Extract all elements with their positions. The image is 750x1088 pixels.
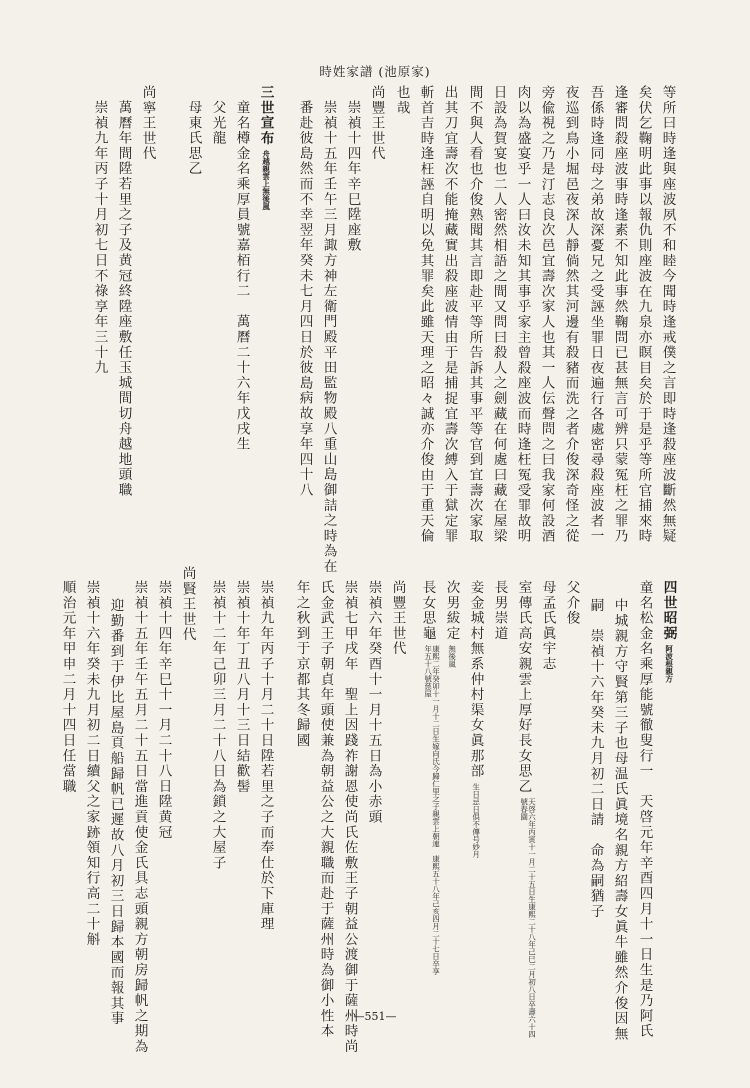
text-column [60,580,74,794]
text-column [588,598,602,919]
column-text: 崇禎十五年壬午三月諏方神左衛門殿平田監物殿八重山島御詰之時為在 [320,100,337,575]
text-column [612,85,626,544]
text-column [210,580,224,871]
column-text: 妾金城村無系仲村渠女眞那部 [467,580,484,779]
column-text: 四世昭弼 [660,580,677,642]
text-column [420,580,439,975]
column-text: 崇禎九年丙子十月二十日陞若里之子而奉仕於下庫理 [257,580,274,932]
text-column [516,580,535,1038]
column-text: 日設為賀宴也二人密然相語之間又問曰殺人之劍藏在何處曰藏在屋梁 [490,85,507,544]
annotation-note: 生日忌日俱不傳号妙月 [471,782,481,858]
text-column [394,85,408,116]
text-column [366,580,380,825]
column-text: 中城親方守賢第三子也母温氏眞境名親方紹壽女眞牛雖然介俊因無 [611,598,628,1042]
page-number: —551— [353,1010,397,1023]
text-column [636,85,650,544]
column-text: 尚賢王世代 [179,566,196,643]
text-column [180,566,194,643]
text-column [660,85,674,544]
column-text: 次男紱定 [443,580,460,642]
text-column [234,100,248,452]
text-column [442,85,456,544]
column-text: 長女思龜 [419,580,436,642]
column-text: 順治元年甲申二月十四日任當職 [59,580,76,795]
column-text: 三世宣布 [257,85,274,147]
column-text: 崇禎十六年癸未九月初二日續父之家跡領知行高二十斛 [83,580,100,948]
column-text: 崇禎七甲戌年 聖上因踐祚謝恩使尚氏佐敷王子朝益公渡御于薩州時尚 [341,580,358,1055]
column-text: 迎勤番到于伊比屋島頁船歸帆已遲故八月初三日歸本國而報其事 [107,598,124,1027]
text-column [92,100,106,375]
text-column [258,85,272,210]
text-column [186,100,200,177]
column-text: 番赴彼島然而不幸翌年癸未七月四日於彼島病故享年四十八 [296,100,313,498]
text-column [418,85,432,544]
column-text: 崇禎十年丁丑八月十三日結歡髻 [233,580,250,795]
column-text: 父光龍 [209,100,226,146]
text-column [563,85,577,544]
text-column [294,580,308,748]
column-text: 出其刀宜壽次不能掩藏實出殺座波情由于是捕捉宜壽次縛入于獄定罪 [441,85,458,544]
text-column [318,580,332,1039]
column-text: 尚寧王世代 [139,85,156,162]
text-column [515,85,529,544]
text-column [491,85,505,544]
text-column [369,85,383,162]
text-column [210,100,224,146]
column-text: 母東氏思乙 [185,100,202,177]
text-column [444,580,458,668]
column-text: 父介俊 [563,580,580,626]
column-text: 間不與人看也介俊熟聞其言即赴平等所告訴其事平等官到宜壽次家取 [466,85,483,544]
column-text: 年之秋到于京都其冬歸國 [293,580,310,749]
column-text: 室傳氏高安親雲上厚好長女思乙 [515,580,532,795]
text-column [345,100,359,253]
text-column [540,580,554,672]
text-column [492,580,506,641]
column-text: 矣伏乞鞠明此事以報仇則座波在九泉亦瞑目矣於于是乎等所官捕來時 [635,85,652,544]
text-column [588,85,602,544]
text-column [564,580,578,626]
text-column [321,100,335,574]
text-column [539,85,553,544]
annotation-note: 舟越親雲上無後嵐 [261,150,271,211]
column-text: 等所曰時逢與座波夙不和睦今聞時逢戒僕之言即時逢殺座波斷然無疑 [659,85,676,544]
text-column [468,580,482,858]
text-column [258,580,272,932]
text-column [108,598,122,1026]
column-text: 童名松金名乘厚能號徹叟行一 天啓元年辛酉四月十一日生是乃阿氏 [636,580,653,1039]
annotation-note: 天啓六年丙寅十一月二十五日生康熙二十八年己巳二月初八日卒壽六十四號春園 [519,798,537,1039]
text-column [156,580,170,840]
annotation-note: 康熙二年癸卯十一月十二日生嫁向氏今歸仁里之子親雲上朝連 康熙五十八年己亥四月二十七日卒享年五十八號慈屋 [423,645,441,976]
text-column [637,580,651,1039]
text-column [467,85,481,544]
text-column [140,85,154,162]
text-column [132,580,146,1054]
column-text: 斬首吉時逢枉誣自明以免其罪矣此雖天理之昭々誠亦介俊由于重天倫 [417,85,434,544]
column-text: 萬曆年間陞若里之子及黄冠終陞座敷任玉城間切舟越地頭職 [115,100,132,498]
annotation-note: 阿波根親方 [664,645,674,683]
text-column [342,580,356,1054]
text-column [116,100,130,498]
column-text: 崇禎十四年辛巳十一月二十八日陞黄冠 [155,580,172,841]
column-text: 尚豐王世代 [389,580,406,657]
column-text: 氏金武王子朝貞年頭使兼為朝益公之大親職而赴于薩州時為御小性本 [317,580,334,1039]
page-header: 時姓家譜 (池原家) [319,64,431,79]
column-text: 崇禎六年癸酉十一月十五日為小赤頭 [365,580,382,825]
column-text: 崇禎九年丙子十月初七日不祿享年三十九 [91,100,108,376]
text-column [84,580,98,947]
column-text: 崇禎十五年壬午五月二十五日當進貢使金氏具志頭親方朝房歸帆之期為 [131,580,148,1055]
text-column [390,580,404,657]
text-column [297,100,311,498]
column-text: 也哉 [393,85,410,116]
column-text: 吾係時逢同母之弟故深憂兄之受誣坐罪日夜遍行各處密尋殺座波者一 [587,85,604,544]
text-column [661,580,675,683]
column-text: 嗣 崇禎十六年癸未九月初二日請 命為嗣猶子 [587,598,604,920]
column-text: 夜巡到鳥小堀邑夜深人靜倘然其河邊有殺豬而洗之者介俊深奇怪之從 [562,85,579,544]
column-text: 母孟氏眞宇志 [539,580,556,672]
text-column [612,598,626,1042]
column-text: 肉以為盛宴乎一人曰汝未知其事乎家主曾殺座波而時逢枉冤受罪故明 [514,85,531,544]
annotation-note: 無後嵐 [447,645,457,668]
column-text: 逢審問殺座波事時逢素不知此事然鞠問已甚無言可辨只蒙冤枉之罪乃 [611,85,628,544]
column-text: 尚豐王世代 [368,85,385,162]
column-text: 旁偸視之乃是汀志良次邑宜壽次家人也其一人伝聲問之曰我家何設酒 [538,85,555,544]
column-text: 長男崇道 [491,580,508,642]
text-column [234,580,248,794]
column-text: 崇禎十四年辛巳陞座敷 [344,100,361,253]
column-text: 童名樽金名乘厚員號嘉栢行二 萬曆二十六年戊戌生 [233,100,250,452]
column-text: 崇禎十二年己卯三月二十八日為鎖之大屋子 [209,580,226,871]
